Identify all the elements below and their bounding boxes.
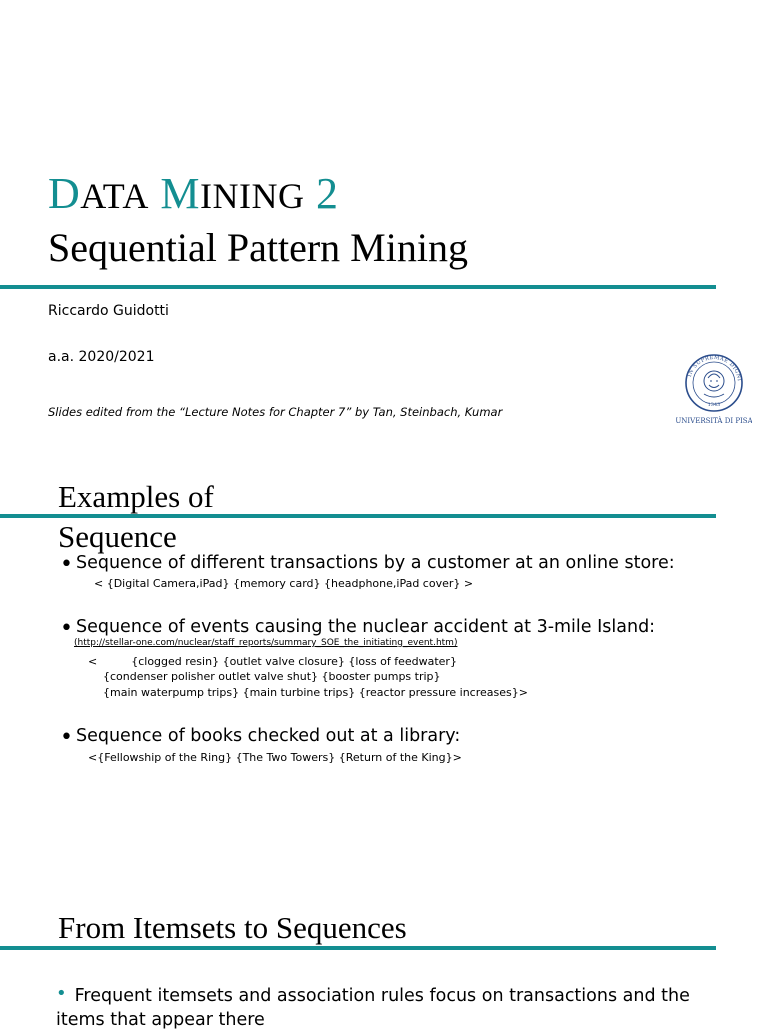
bullet-subtext (88, 655, 457, 668)
bullet-subtext: <{Fellowship of the Ring} {The Two Towers} {Return of the King}> (88, 751, 462, 764)
bullet-text: Frequent itemsets and association rules focus on transactions and the items that appear there (56, 986, 690, 1030)
page-title (48, 168, 339, 222)
slide-title: Examples of Sequence (58, 479, 214, 554)
title-divider (0, 285, 716, 289)
title-initial-d: D (48, 169, 81, 218)
bullet-text: Sequence of events causing the nuclear accident at 3-mile Island: (75, 617, 656, 637)
bullet-subtext: < {Digital Camera,iPad} {memory card} {headphone,iPad cover} > (94, 577, 474, 590)
sequence-line-2: {condenser polisher outlet valve shut} {booster pumps trip} (103, 670, 441, 683)
title-ining: INING (200, 176, 305, 216)
title-ata: ATA (80, 176, 149, 216)
author-name: Riccardo Guidotti (48, 303, 169, 319)
title-number: 2 (316, 169, 339, 218)
list-item: • Frequent itemsets and association rules focus on transactions and the items that appear there (56, 983, 690, 1030)
list-item: • Sequence of books checked out at a library: (60, 725, 461, 750)
bullet-text: Sequence of books checked out at a library: (75, 726, 461, 746)
slides-credit: Slides edited from the “Lecture Notes for Chapter 7” by Tan, Steinbach, Kumar (48, 405, 503, 419)
reference-link[interactable]: (http://stellar-one.com/nuclear/staff_reports/summary_SOE_the_initiating_event.htm) (74, 638, 458, 648)
slide-divider (0, 946, 716, 950)
title-initial-m: M (160, 169, 201, 218)
bullet-text: Sequence of different transactions by a customer at an online store: (75, 553, 675, 573)
university-logo (676, 350, 752, 430)
seal-year: 1343 (707, 402, 721, 408)
sequence-open: < (88, 655, 98, 668)
sequence-line-3: {main waterpump trips} {main turbine trips} {reactor pressure increases}> (103, 686, 528, 699)
academic-year: a.a. 2020/2021 (48, 349, 155, 365)
seal-text: IN SUPREMAE DIGNI (686, 354, 742, 382)
university-seal-icon (676, 350, 752, 430)
list-item: • Sequence of events causing the nuclear accident at 3-mile Island: (60, 616, 656, 641)
list-item: • Sequence of different transactions by a customer at an online store: (60, 552, 675, 577)
logo-caption: UNIVERSITÀ DI PISA (676, 417, 752, 425)
sequence-line-1: {clogged resin} {outlet valve closure} {loss of feedwater} (131, 655, 457, 668)
slide-divider (0, 514, 716, 518)
page-subtitle: Sequential Pattern Mining (48, 225, 468, 270)
slide-title: From Itemsets to Sequences (58, 910, 407, 945)
